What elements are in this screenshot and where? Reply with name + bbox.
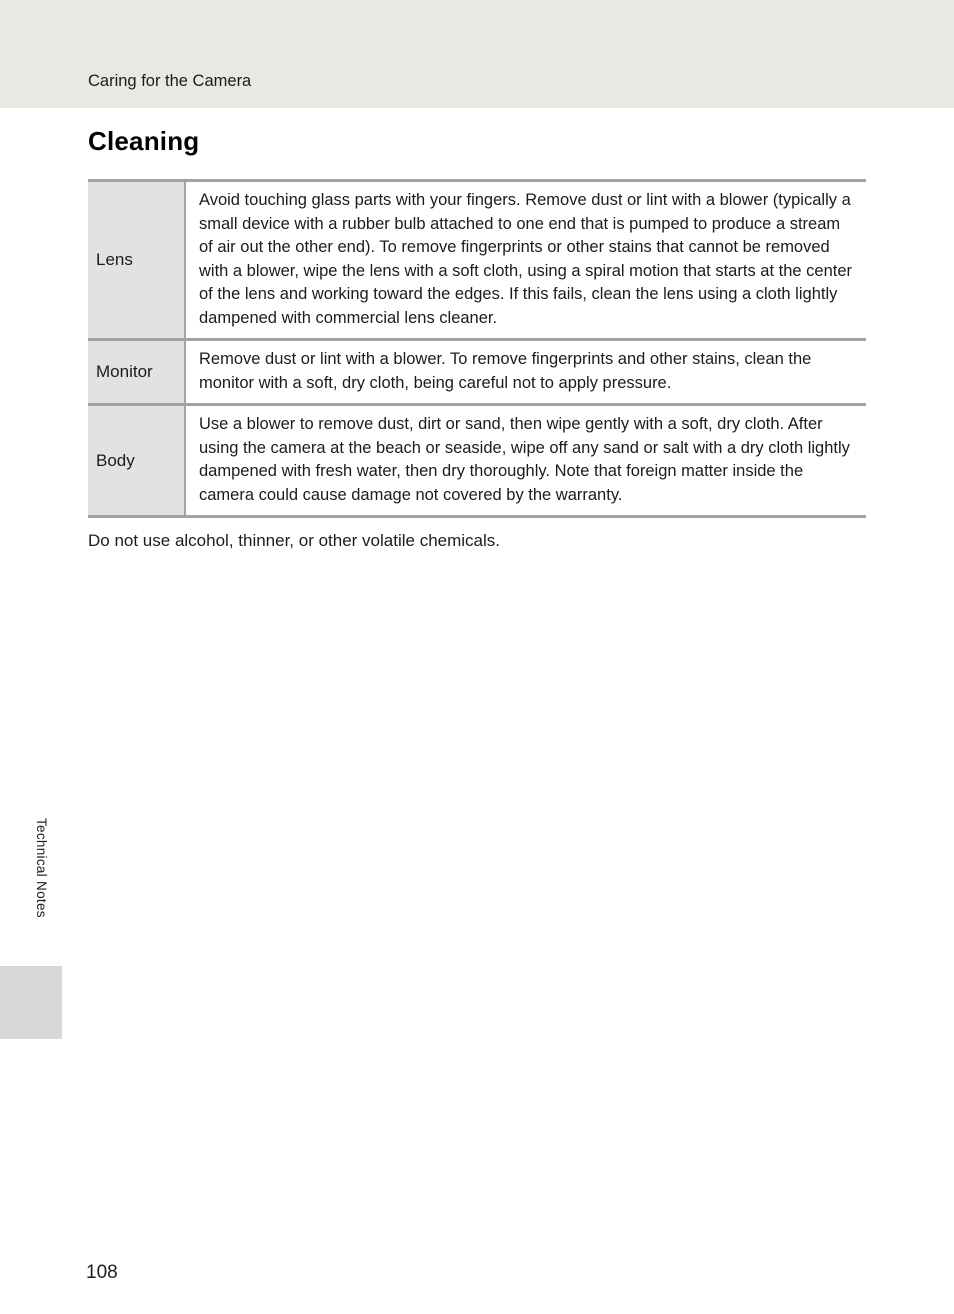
chapter-tab-marker xyxy=(0,966,62,1039)
row-label-body: Body xyxy=(88,406,186,515)
table-row xyxy=(88,341,866,406)
table-row xyxy=(88,406,866,518)
row-text-lens: Avoid touching glass parts with your fingers. Remove dust or lint with a blower (typically a small device with a rubber bulb attached to one end that is pumped to produce a stream of air out the other end). To remove fingerprints or other stains that cannot be removed with a blower, wipe the lens with a soft cloth, using a spiral motion that starts at the center of the lens and working toward the edges. If this fails, clean the lens using a cloth lightly dampened with commercial lens cleaner. xyxy=(199,191,852,327)
cleaning-table xyxy=(88,179,866,518)
breadcrumb: Caring for the Camera xyxy=(88,72,252,90)
page-header-bar xyxy=(0,0,954,108)
page-title: Cleaning xyxy=(88,126,200,156)
row-text-body: Use a blower to remove dust, dirt or sand, then wipe gently with a soft, dry cloth. After using the camera at the beach or seaside, wipe off any sand or salt with a dry cloth lightly dampened with fresh water, then dry thoroughly. Note that foreign matter inside the camera could cause damage not covered by the warranty. xyxy=(199,415,850,504)
row-label-monitor: Monitor xyxy=(88,341,186,403)
row-label-lens: Lens xyxy=(88,182,186,338)
page-content xyxy=(88,126,866,551)
row-text-monitor: Remove dust or lint with a blower. To remove fingerprints and other stains, clean the monitor with a soft, dry cloth, being careful not to apply pressure. xyxy=(199,350,812,392)
sidebar-chapter-label: Technical Notes xyxy=(34,818,49,918)
page-number: 108 xyxy=(86,1262,118,1283)
table-row xyxy=(88,182,866,341)
note-text: Do not use alcohol, thinner, or other volatile chemicals. xyxy=(88,531,501,550)
